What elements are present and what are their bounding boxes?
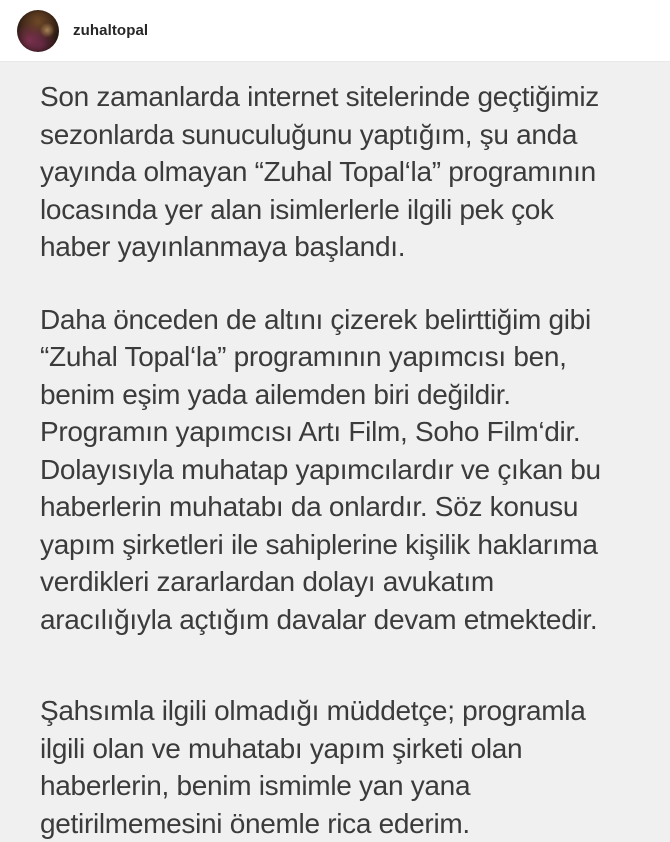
post-text-line: Son zamanlarda internet sitelerinde geçtiğimiz: [40, 78, 650, 116]
post-text-line: locasında yer alan isimlerlerle ilgili pek çok: [40, 191, 650, 229]
post-text-line: haber yayınlanmaya başlandı.: [40, 228, 650, 266]
post-text-line: getirilmemesini önemle rica ederim.: [40, 805, 650, 842]
post-text-line: benim eşim yada ailemden biri değildir.: [40, 376, 650, 414]
post-text-line: “Zuhal Topal‘la” programının yapımcısı ben,: [40, 338, 650, 376]
post-paragraph-1: [40, 78, 650, 266]
post-text-line: haberlerin, benim ismimle yan yana: [40, 767, 650, 805]
post-text-line: Programın yapımcısı Artı Film, Soho Film‘dir.: [40, 413, 650, 451]
post-paragraph-2: [40, 301, 650, 639]
post-text-line: haberlerin muhatabı da onlardır. Söz konusu: [40, 488, 650, 526]
post-text-line: Dolayısıyla muhatap yapımcılardır ve çıkan bu: [40, 451, 650, 489]
post-text-line: sezonlarda sunuculuğunu yaptığım, şu anda: [40, 116, 650, 154]
post-text-line: ilgili olan ve muhatabı yapım şirketi olan: [40, 730, 650, 768]
post-header: [0, 0, 670, 62]
post-text-line: Şahsımla ilgili olmadığı müddetçe; programla: [40, 692, 650, 730]
post-text-line: yayında olmayan “Zuhal Topal‘la” programının: [40, 153, 650, 191]
post-body: [0, 62, 670, 842]
profile-photo-icon[interactable]: [17, 10, 59, 52]
username-link[interactable]: zuhaltopal: [73, 22, 148, 39]
post-text-line: aracılığıyla açtığım davalar devam etmektedir.: [40, 601, 650, 639]
post-text-line: yapım şirketleri ile sahiplerine kişilik haklarıma: [40, 526, 650, 564]
post-text-line: Daha önceden de altını çizerek belirttiğim gibi: [40, 301, 650, 339]
post-text-line: verdikleri zararlardan dolayı avukatım: [40, 563, 650, 601]
post-paragraph-3: [40, 692, 650, 842]
